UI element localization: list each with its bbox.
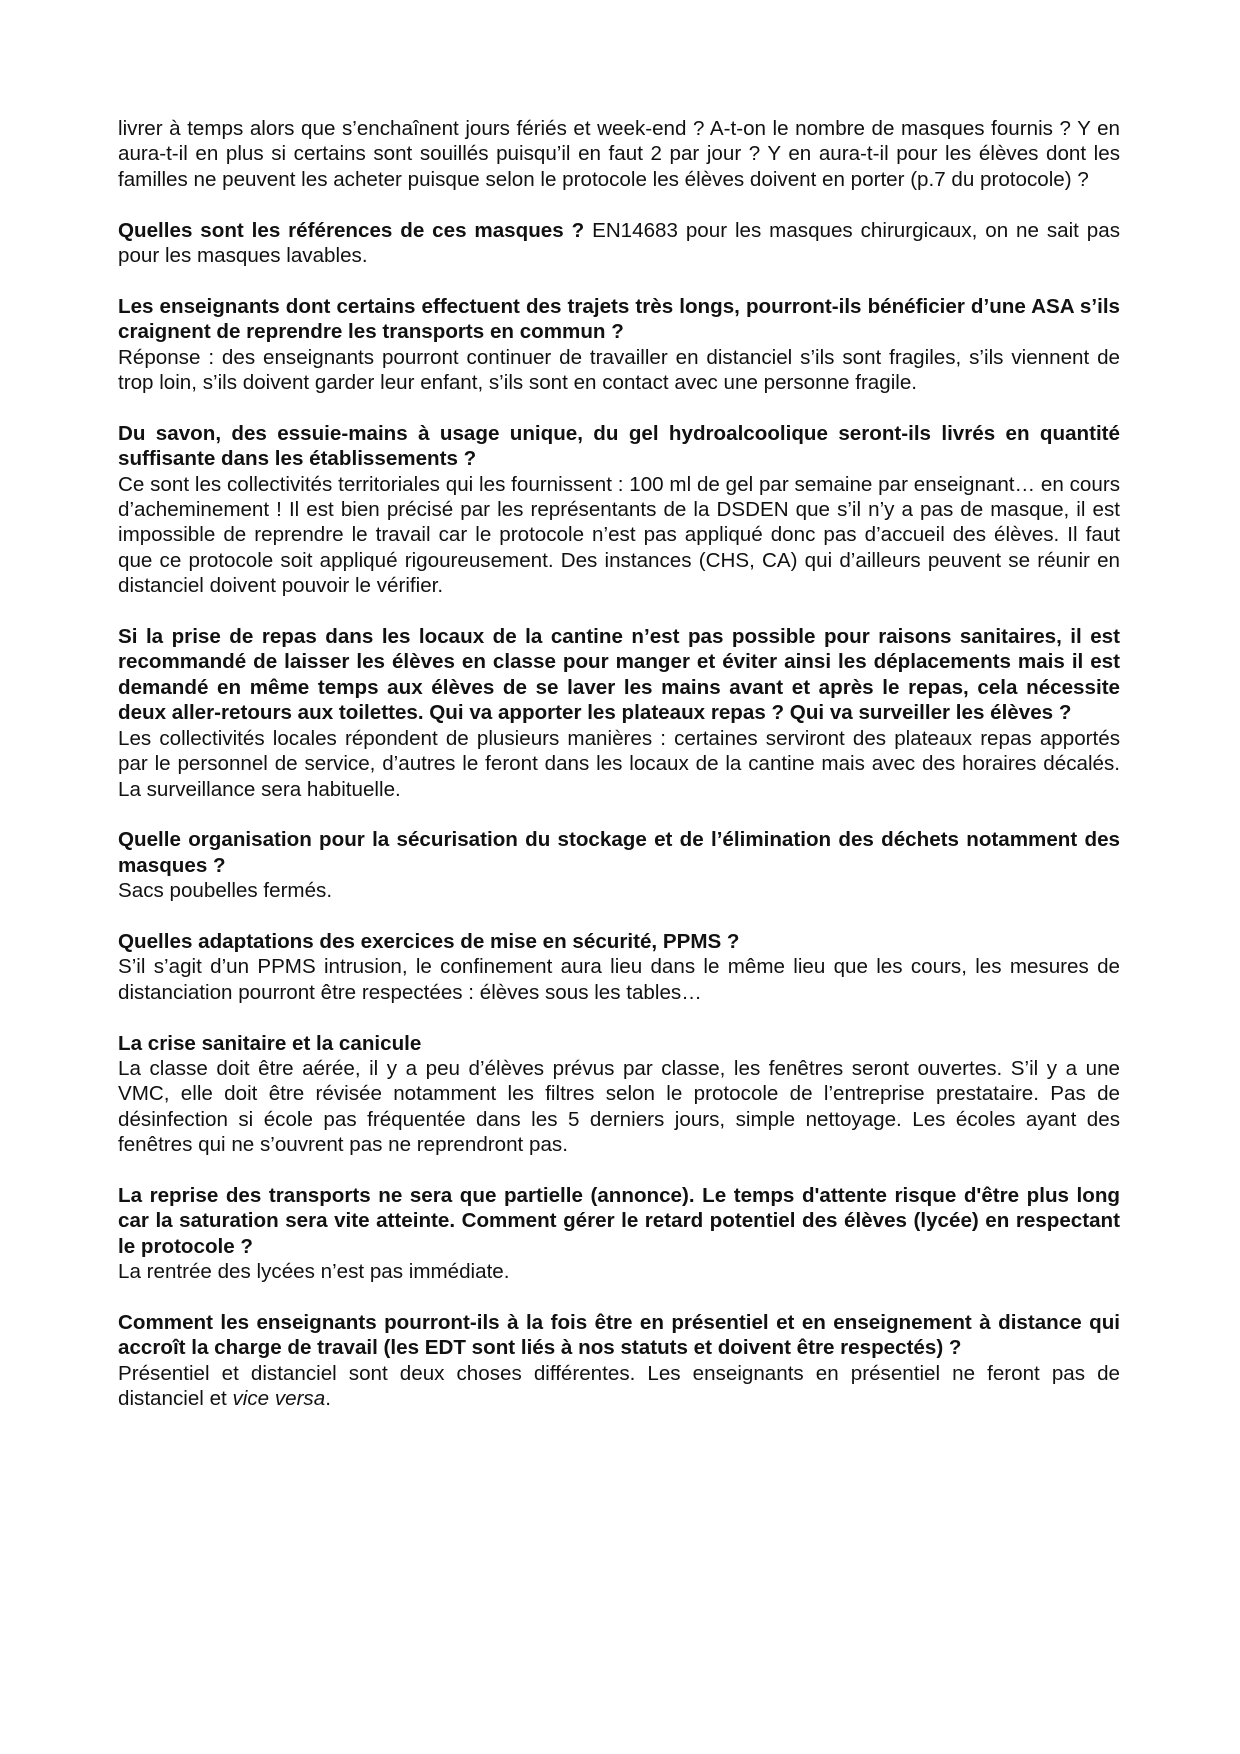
question-text: Si la prise de repas dans les locaux de la cantine n’est pas possible pour raisons sanitaires, il est recommandé de laisser les élèves en classe pour manger et éviter ainsi les déplacements mais il est demandé en même temps aux élèves de se laver les mains avant et après le repas, cela nécessite deux aller-retours aux toilettes. Qui va apporter les plateaux repas ? Qui va surveiller les élèves ? [118,625,1120,725]
answer-text-part: Présentiel et distanciel sont deux choses différentes. Les enseignants en présentiel ne feront pas de distanciel et [118,1361,1120,1411]
answer-text: La classe doit être aérée, il y a peu d’élèves prévus par classe, les fenêtres seront ouvertes. S’il y a une VMC, elle doit être révisée notamment les filtres selon le protocole de l’entreprise prestataire. Pas de désinfection si école pas fréquentée dans les 5 derniers jours, simple nettoyage. Les écoles ayant des fenêtres qui ne s’ouvrent pas ne reprendront pas. [118,1056,1120,1157]
spacer [118,192,1120,217]
spacer [118,268,1120,293]
spacer [118,1285,1120,1310]
question-text: Quelles adaptations des exercices de mise en sécurité, PPMS ? [118,929,740,953]
answer-text [118,1361,1120,1412]
spacer [118,395,1120,420]
question-text: Quelle organisation pour la sécurisation du stockage et de l’élimination des déchets notamment des masques ? [118,828,1120,877]
question-text: Comment les enseignants pourront-ils à la fois être en présentiel et en enseignement à distance qui accroît la charge de travail (les EDT sont liés à nos statuts et doivent être respectés) ? [118,1310,1120,1360]
question-text: Les enseignants dont certains effectuent des trajets très longs, pourront-ils bénéficier d’une ASA s’ils craignent de reprendre les transports en commun ? [118,294,1120,344]
masks-reference-answer: EN14683 pour les masques chirurgicaux, on ne sait pas pour les masques lavables. [118,218,1120,268]
masks-reference-paragraph [118,218,1120,269]
answer-text: S’il s’agit d’un PPMS intrusion, le confinement aura lieu dans le même lieu que les cours, les mesures de distanciation pourront être respectées : élèves sous les tables… [118,955,1120,1004]
answer-text: Les collectivités locales répondent de plusieurs manières : certaines serviront des plateaux repas apportés par le personnel de service, d’autres le feront dans les locaux de la cantine mais avec des horaires décalés. La surveillance sera habituelle. [118,726,1120,801]
intro-paragraph: livrer à temps alors que s’enchaînent jours fériés et week-end ? A-t-on le nombre de masques fournis ? Y en aura-t-il en plus si certains sont souillés puisqu’il en faut 2 par jour ? Y en aura-t-il pour les élèves dont les familles ne peuvent les acheter puisque selon le protocole les élèves doivent en porter (p.7 du protocole) ? [118,117,1120,191]
spacer [118,599,1120,624]
qa-section-meals [118,624,1120,802]
spacer [118,802,1120,827]
qa-section-transport [118,1183,1120,1285]
qa-section-waste [118,827,1120,903]
qa-section-asa [118,294,1120,396]
answer-text: Réponse : des enseignants pourront continuer de travailler en distanciel s’ils sont fragiles, s’ils viennent de trop loin, s’ils doivent garder leur enfant, s’ils sont en contact avec une personne fragile. [118,345,1120,395]
spacer [118,1158,1120,1183]
document-page [118,116,1120,1412]
answer-text: La rentrée des lycées n’est pas immédiate. [118,1260,510,1284]
question-text: La crise sanitaire et la canicule [118,1031,422,1055]
question-text: La reprise des transports ne sera que partielle (annonce). Le temps d'attente risque d'être plus long car la saturation sera vite atteinte. Comment gérer le retard potentiel des élèves (lycée) en respectant le protocole ? [118,1183,1120,1258]
spacer [118,904,1120,929]
qa-section-ppms [118,929,1120,1005]
masks-reference-question: Quelles sont les références de ces masques ? [118,218,585,242]
qa-section-hygiene-supplies [118,421,1120,599]
answer-text: Ce sont les collectivités territoriales qui les fournissent : 100 ml de gel par semaine par enseignant… en cours d’acheminement ! Il est bien précisé par les représentants de la DSDEN que s’il n’y a pas de masque, il est impossible de reprendre le travail car le protocole n’est pas appliqué donc pas d’accueil des élèves. Il faut que ce protocole soit appliqué rigoureusement. Des instances (CHS, CA) qui d’ailleurs peuvent se réunir en distanciel doivent pouvoir le vérifier. [118,472,1120,598]
answer-text-end: . [325,1387,331,1411]
question-text: Du savon, des essuie-mains à usage unique, du gel hydroalcoolique seront-ils livrés en quantité suffisante dans les établissements ? [118,421,1120,471]
spacer [118,1005,1120,1030]
qa-section-workload [118,1310,1120,1412]
answer-text: Sacs poubelles fermés. [118,879,333,903]
qa-section-heatwave [118,1031,1120,1158]
answer-italic-text: vice versa [232,1387,326,1411]
